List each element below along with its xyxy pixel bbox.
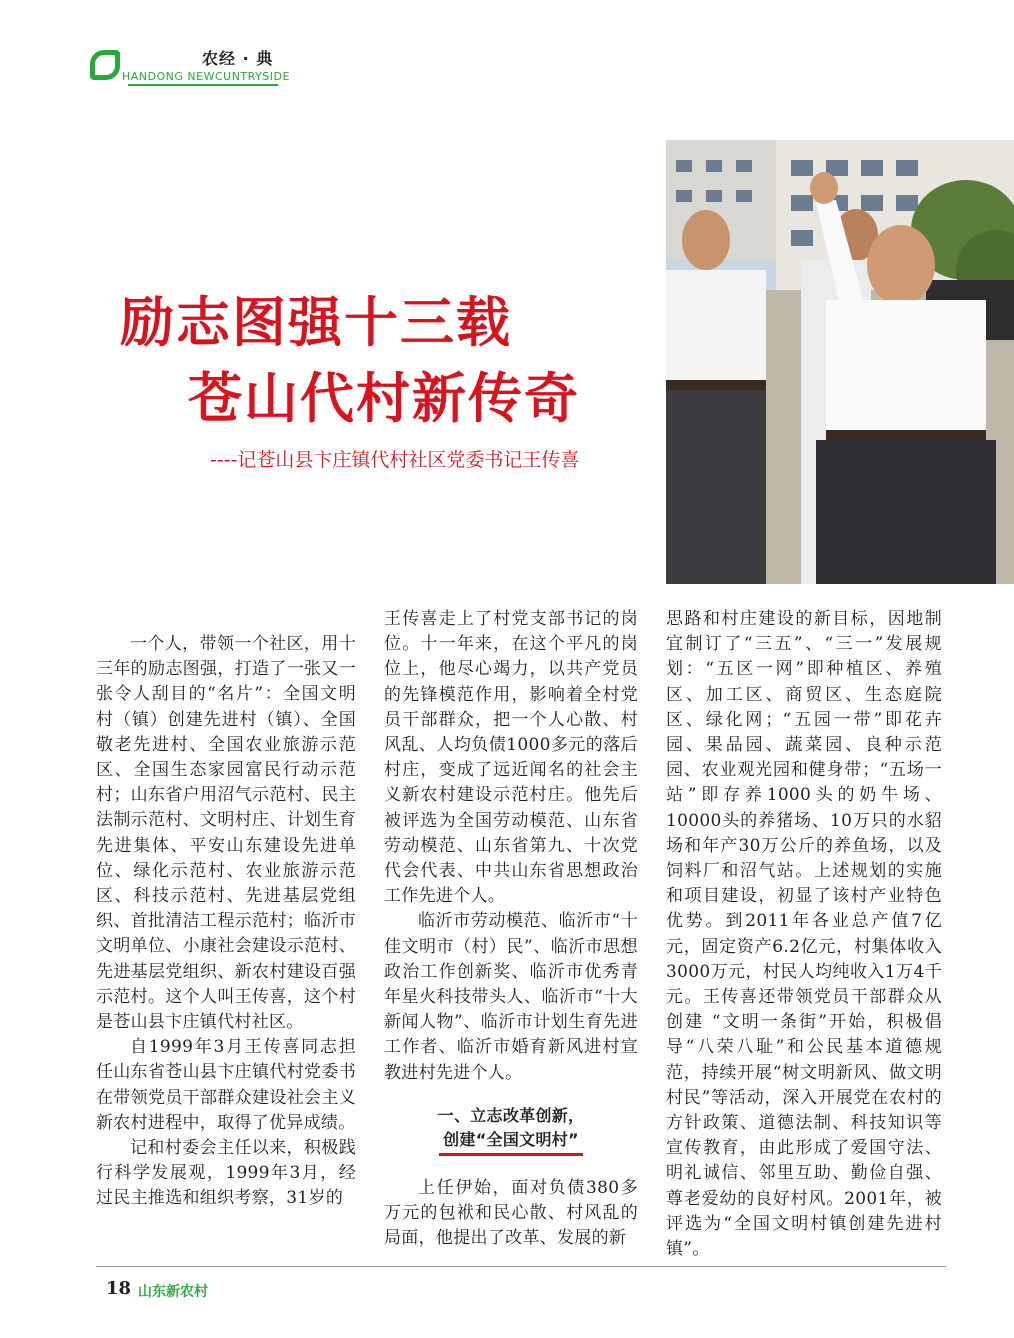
logo-underline bbox=[128, 84, 278, 86]
paragraph: 一个人，带领一个社区，用十三年的励志图强，打造了一张又一张令人刮目的“名片”：全国文明村（镇）创建先进村（镇）、全国敬老先进村、全国农业旅游示范区、全国生态家园富民行动示范村；山东省户用沼气示范村、民主法制示范村、文明村庄、计划生育先进集体、平安山东建设先进单位、绿化示范村、农业旅游示范区、科技示范村、先进基层党组织、首批清洁工程示范村；临沂市文明单位、小康社会建设示范村、先进基层党组织、新农村建设百强示范村。这个人叫王传喜，这个村是苍山县卞庄镇代村社区。 bbox=[96, 634, 356, 1033]
paragraph: 自1999年3月王传喜同志担任山东省苍山县卞庄镇代村党委书在带领党员干部群众建设社会主义新农村进程中，取得了优异成绩。 bbox=[96, 1037, 356, 1133]
photo-illustration bbox=[666, 140, 1014, 584]
logo-english-text: HANDONG NEWCUNTRYSIDE bbox=[122, 70, 290, 83]
page-number: 18 bbox=[106, 1278, 132, 1299]
magazine-logo bbox=[90, 46, 290, 90]
paragraph-continued: 思路和村庄建设的新目标，因地制宜制订了“三五”、“三一”发展规划：“五区一网”即种植区、养殖区、加工区、商贸区、生态庭院区、绿化网；“五园一带”即花卉园、果品园、蔬菜园、良种示范园、农业观光园和健身带；“五场一站”即存养1000头的奶牛场、10000头的养猪场、10万只的水貂场和年产30万公斤的养鱼场，以及饲料厂和沼气站。上述规划的实施和项目建设，初显了该村产业特色优势。到2011年各业总产值7亿元，固定资产6.2亿元，村集体收入3000万元，村民人均纯收入1万4千元。王传喜还带领党员干部群众从创建 “文明一条街”开始，积极倡导“八荣八耻”和公民基本道德规范，持续开展“树文明新风、做文明村民”等活动，深入开展党在农村的方针政策、道德法制、科技知识等宣传教育，由此形成了爱国守法、明礼诚信、邻里互助、勤俭自强、尊老爱幼的良好村风。2001年，被评选为“全国文明村镇创建先进村镇”。 bbox=[666, 609, 942, 1260]
section-heading-line1: 一、立志改革创新， bbox=[437, 1105, 585, 1125]
paragraph: 上任伊始，面对负债380多万元的包袱和民心散、村风乱的局面，他提出了改革、发展的新 bbox=[384, 1177, 638, 1249]
logo-chinese-text: 农经 · 典 bbox=[202, 49, 274, 68]
paragraph: 临沂市劳动模范、临沂市“十佳文明市（村）民”、临沂市思想政治工作创新奖、临沂市优秀青年星火科技带头人、临沂市“十大新闻人物”、临沂市计划生育先进工作者、临沂市婚育新风进村宣教进村先进个人。 bbox=[384, 911, 638, 1083]
article-subtitle: ----记苍山县卞庄镇代村社区党委书记王传喜 bbox=[210, 449, 580, 471]
text-column-2 bbox=[384, 607, 638, 1251]
section-heading bbox=[384, 1104, 638, 1156]
text-column-3 bbox=[666, 607, 942, 1262]
article-title-line2: 苍山代村新传奇 bbox=[188, 367, 580, 430]
paragraph-continued: 王传喜走上了村党支部书记的岗位。十一年来，在这个平凡的岗位上，他尽心竭力，以共产党员的先锋模范作用，影响着全村党员干部群众，把一个人心散、村风乱、人均负债1000多元的落后村庄，变成了远近闻名的社会主义新农村建设示范村庄。他先后被评选为全国劳动模范、山东省劳动模范、山东省第九、十次党代会代表、中共山东省思想政治工作先进个人。 bbox=[384, 609, 638, 907]
footer-divider bbox=[96, 1266, 946, 1267]
paragraph: 记和村委会主任以来，积极践行科学发展观，1999年3月，经过民主推选和组织考察，31岁的 bbox=[96, 1138, 356, 1209]
article-photo bbox=[666, 140, 1014, 584]
article-title-line1: 励志图强十三载 bbox=[120, 291, 512, 354]
section-heading-line2: 创建“全国文明村” bbox=[439, 1128, 583, 1156]
magazine-name: 山东新农村 bbox=[138, 1284, 208, 1300]
text-column-1 bbox=[96, 632, 356, 1212]
